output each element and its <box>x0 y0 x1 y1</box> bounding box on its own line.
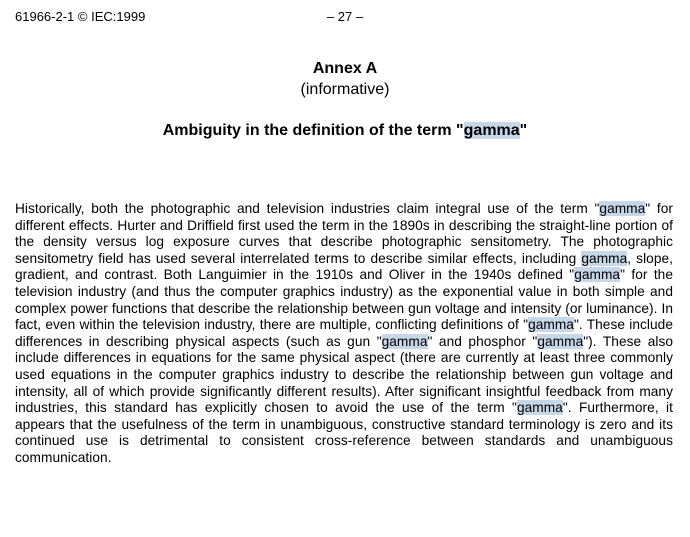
annex-subtitle: (informative) <box>300 81 390 98</box>
highlighted-term: gamma <box>381 333 428 349</box>
highlighted-term: gamma <box>599 201 646 216</box>
paragraph-text: Historically, both the photographic and television industries claim integral use of the term " <box>15 201 600 216</box>
paragraph-text: " and phosphor " <box>427 333 538 349</box>
paragraph-text: ". Furthermore, it appears that the usefulness of the term in unambiguous, constructive standard terminology is zero and its continued use is detrimental to consistent cross-reference between standards and unambiguous communication. <box>15 400 673 465</box>
highlighted-term: gamma <box>528 317 574 333</box>
document-number: 61966-2-1 <box>15 9 75 24</box>
highlighted-term: gamma <box>463 122 520 139</box>
paragraph-text: " for different effects. Hurter and Driffield first used the term in the 1890s in describing the straight-line portion of the density versus log exposure curves that describe photographic sensitometry. The photographic sensitometry field has used several interrelated terms to describe similar effects, including <box>15 201 673 266</box>
paragraph-text: " for the television industry (and thus the computer graphics industry) as the exponential value in both simple and complex power functions that describe the relationship between gun voltage and intensity (or luminance). In fact, even within the television industry, there are multiple, conflicting definitions of " <box>15 267 673 333</box>
document-organization: IEC:1999 <box>91 9 146 24</box>
copyright-symbol: © <box>77 9 88 24</box>
section-title-text: Ambiguity in the definition of the term " <box>162 122 464 139</box>
highlighted-term: gamma <box>574 267 621 283</box>
highlighted-term: gamma <box>516 400 563 416</box>
section-title <box>0 120 690 142</box>
annex-heading <box>0 58 690 100</box>
paragraph-text: "). These also include differences in equations for the same physical aspect (there are currently at least three commonly used equations in the computer graphics industry to describe the relationship between gun voltage and intensity, all of which provide significantly different results). After significant insightful feedback from many industries, this standard has explicitly chosen to avoid the use of the term " <box>15 333 673 416</box>
annex-title: Annex A <box>312 60 378 77</box>
section-title-close-quote: " <box>519 122 528 139</box>
highlighted-term: gamma <box>581 250 628 266</box>
page-number: – 27 – <box>326 9 364 24</box>
body-paragraph <box>15 201 673 467</box>
paragraph-text: ". These include differences in describing physical aspects (such as gun " <box>15 317 673 349</box>
paragraph-text: , slope, gradient, and contrast. Both Languimier in the 1910s and Oliver in the 1940s defined " <box>15 250 673 283</box>
highlighted-term: gamma <box>537 333 584 349</box>
